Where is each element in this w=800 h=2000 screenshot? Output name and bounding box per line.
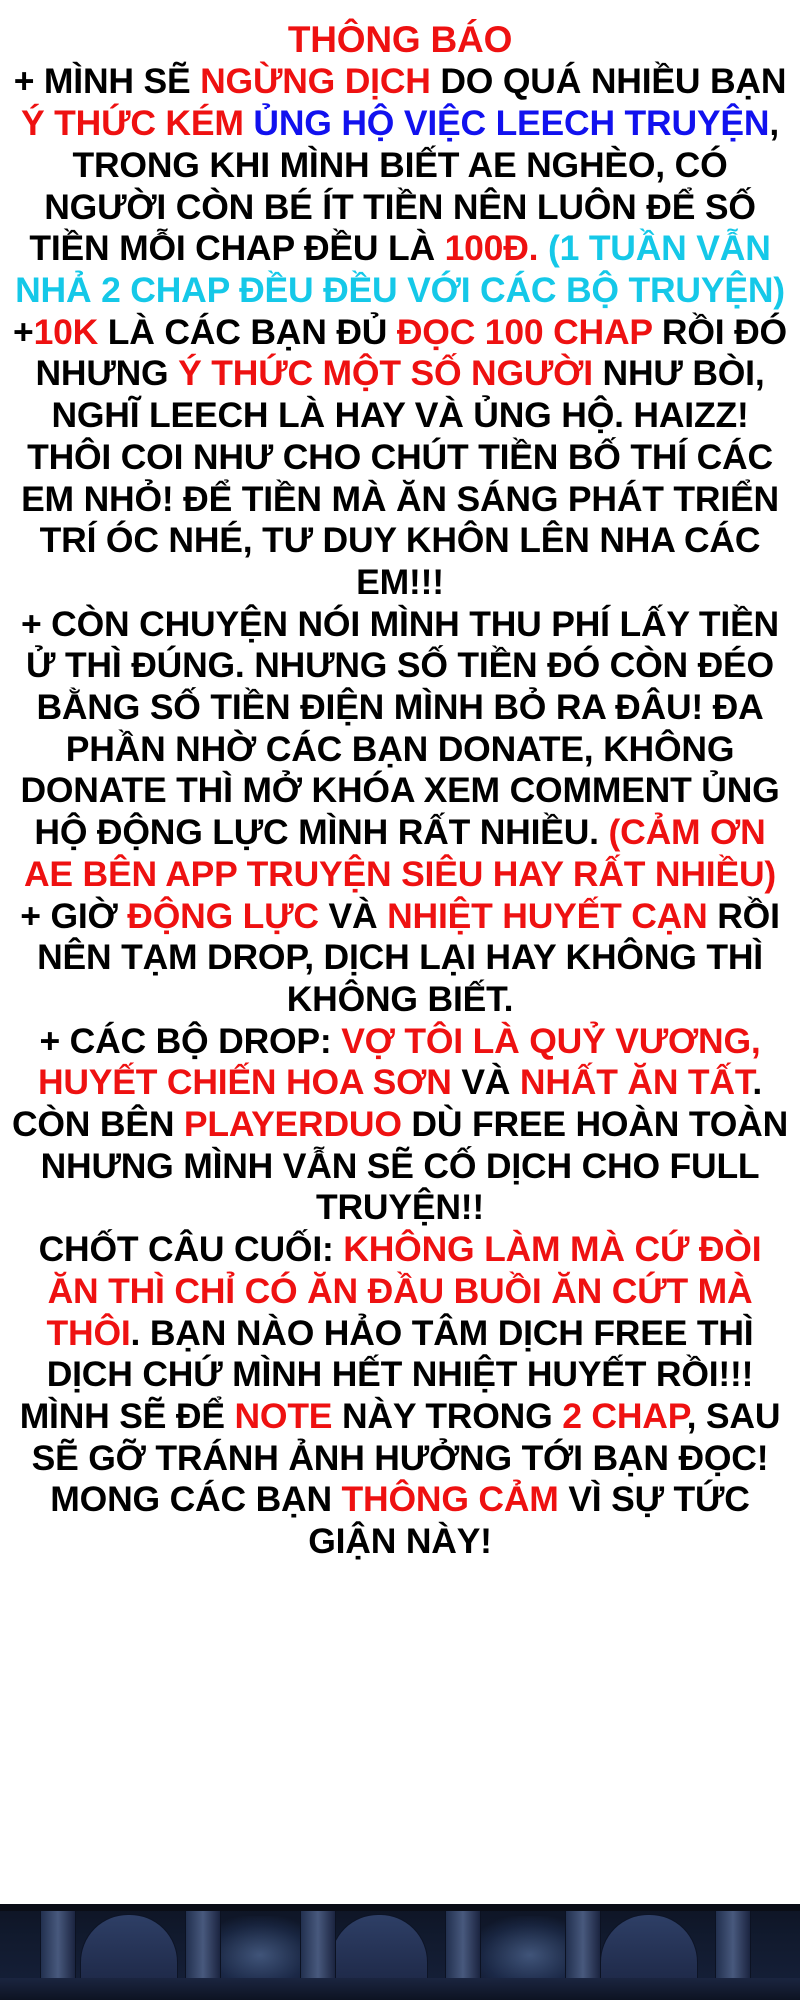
text-segment: 2 CHAP	[562, 1395, 687, 1436]
text-segment: , TRONG KHI MÌNH BIẾT AE NGHÈO, CÓ NGƯỜI CÒN BÉ ÍT TIỀN NÊN LUÔN ĐỂ SỐ TIỀN MỖI CHAP ĐỀU LÀ	[29, 103, 779, 269]
text-segment: NGỪNG DỊCH	[200, 61, 441, 102]
text-segment: VÌ SỰ TỨC GIẬN NÀY!	[308, 1479, 750, 1562]
announcement-paragraph-1	[10, 61, 790, 311]
panel-border-line	[0, 1904, 800, 1911]
text-segment: 100Đ.	[444, 228, 539, 269]
text-segment: NHIỆT HUYẾT CẠN	[387, 895, 718, 936]
text-segment: NHẤT ĂN TẤT	[519, 1062, 753, 1103]
announcement-paragraph-5	[10, 1021, 790, 1230]
announcement-paragraph-6	[10, 1229, 790, 1396]
text-segment: + CÒN CHUYỆN NÓI MÌNH THU PHÍ LẤY TIỀN Ử THÌ ĐÚNG. NHƯNG SỐ TIỀN ĐÓ CÒN ĐÉO BẰNG SỐ TIỀN ĐIỆN MÌNH BỎ RA ĐÂU! ĐA PHẦN NHỜ CÁC BẠN DONATE, KHÔNG DONATE THÌ MỞ KHÓA XEM COMMENT ỦNG HỘ ĐỘNG LỰC MÌNH RẤT NHIỀU.	[20, 603, 780, 853]
text-segment: RỒI ĐÓ NHƯNG	[35, 311, 787, 394]
text-segment: + GIỜ	[20, 895, 128, 936]
text-segment: VÀ	[328, 895, 388, 936]
text-segment: + CÁC BỘ DROP:	[39, 1020, 342, 1061]
text-segment: (1 TUẦN VẪN NHẢ 2 CHAP ĐỀU ĐỀU VỚI CÁC BỘ TRUYỆN)	[15, 228, 785, 310]
text-segment: +	[13, 311, 34, 352]
text-segment: ĐỘNG LỰC	[127, 895, 329, 936]
announcement-title	[10, 18, 790, 61]
text-segment: ỦNG HỘ VIỆC LEECH TRUYỆN	[253, 103, 770, 144]
text-segment: THÔNG CẢM	[341, 1479, 569, 1520]
text-segment: DO QUÁ NHIỀU BẠN	[440, 61, 787, 102]
text-segment: CHỐT CÂU CUỐI:	[38, 1229, 344, 1270]
announcement-paragraph-4	[10, 896, 790, 1021]
announcement-paragraph-7	[10, 1396, 790, 1563]
announcement-paragraph-3	[10, 604, 790, 896]
text-segment: KHÔNG LÀM MÀ CỨ ĐÒI ĂN THÌ CHỈ CÓ ĂN ĐẦU BUỒI ĂN CỨT MÀ THÔI	[46, 1229, 762, 1353]
text-segment: (CẢM ƠN AE BÊN APP TRUYỆN SIÊU HAY RẤT NHIỀU)	[23, 812, 777, 894]
floor-shape	[0, 1978, 800, 2000]
text-segment: LÀ CÁC BẠN ĐỦ	[107, 311, 397, 352]
text-segment: RỒI NÊN TẠM DROP, DỊCH LẠI HAY KHÔNG THÌ KHÔNG BIẾT.	[37, 895, 780, 1019]
text-segment: Ý THỨC MỘT SỐ NGƯỜI	[178, 353, 603, 394]
text-segment: . BẠN NÀO HẢO TÂM DỊCH FREE THÌ DỊCH CHỨ MÌNH HẾT NHIỆT HUYẾT RỒI!!!	[46, 1312, 754, 1395]
text-segment: Ý THỨC KÉM	[21, 103, 254, 144]
announcement-title-text: THÔNG BÁO	[287, 19, 513, 60]
announcement-paragraph-2	[10, 312, 790, 604]
text-segment: . CÒN BÊN	[11, 1062, 763, 1145]
text-segment: VÀ	[461, 1062, 520, 1103]
text-segment: 10K	[33, 311, 108, 352]
text-segment: PLAYERDUO	[183, 1104, 412, 1145]
text-segment: DÙ FREE HOÀN TOÀN NHƯNG MÌNH VẪN SẼ CỐ DỊCH CHO FULL TRUYỆN!!	[40, 1104, 789, 1228]
text-segment: VỢ TÔI LÀ QUỶ VƯƠNG, HUYẾT CHIẾN HOA SƠN	[37, 1020, 761, 1103]
text-segment: NÀY TRONG	[341, 1395, 563, 1436]
text-segment: MÌNH SẼ ĐỂ	[19, 1395, 235, 1436]
panel-artwork-bottom	[0, 1904, 800, 2000]
text-segment: + MÌNH SẼ	[13, 61, 201, 102]
text-segment: NHƯ BÒI, NGHĨ LEECH LÀ HAY VÀ ỦNG HỘ. HAIZZ! THÔI COI NHƯ CHO CHÚT TIỀN BỐ THÍ CÁC EM NHỎ! ĐỂ TIỀN MÀ ĂN SÁNG PHÁT TRIỂN TRÍ ÓC NHÉ, TƯ DUY KHÔN LÊN NHA CÁC EM!!!	[21, 353, 779, 602]
text-segment: , SAU SẼ GỠ TRÁNH ẢNH HƯỞNG TỚI BẠN ĐỌC! MONG CÁC BẠN	[31, 1395, 781, 1520]
text-segment: ĐỌC 100 CHAP	[396, 311, 662, 352]
text-segment: NOTE	[234, 1395, 342, 1436]
